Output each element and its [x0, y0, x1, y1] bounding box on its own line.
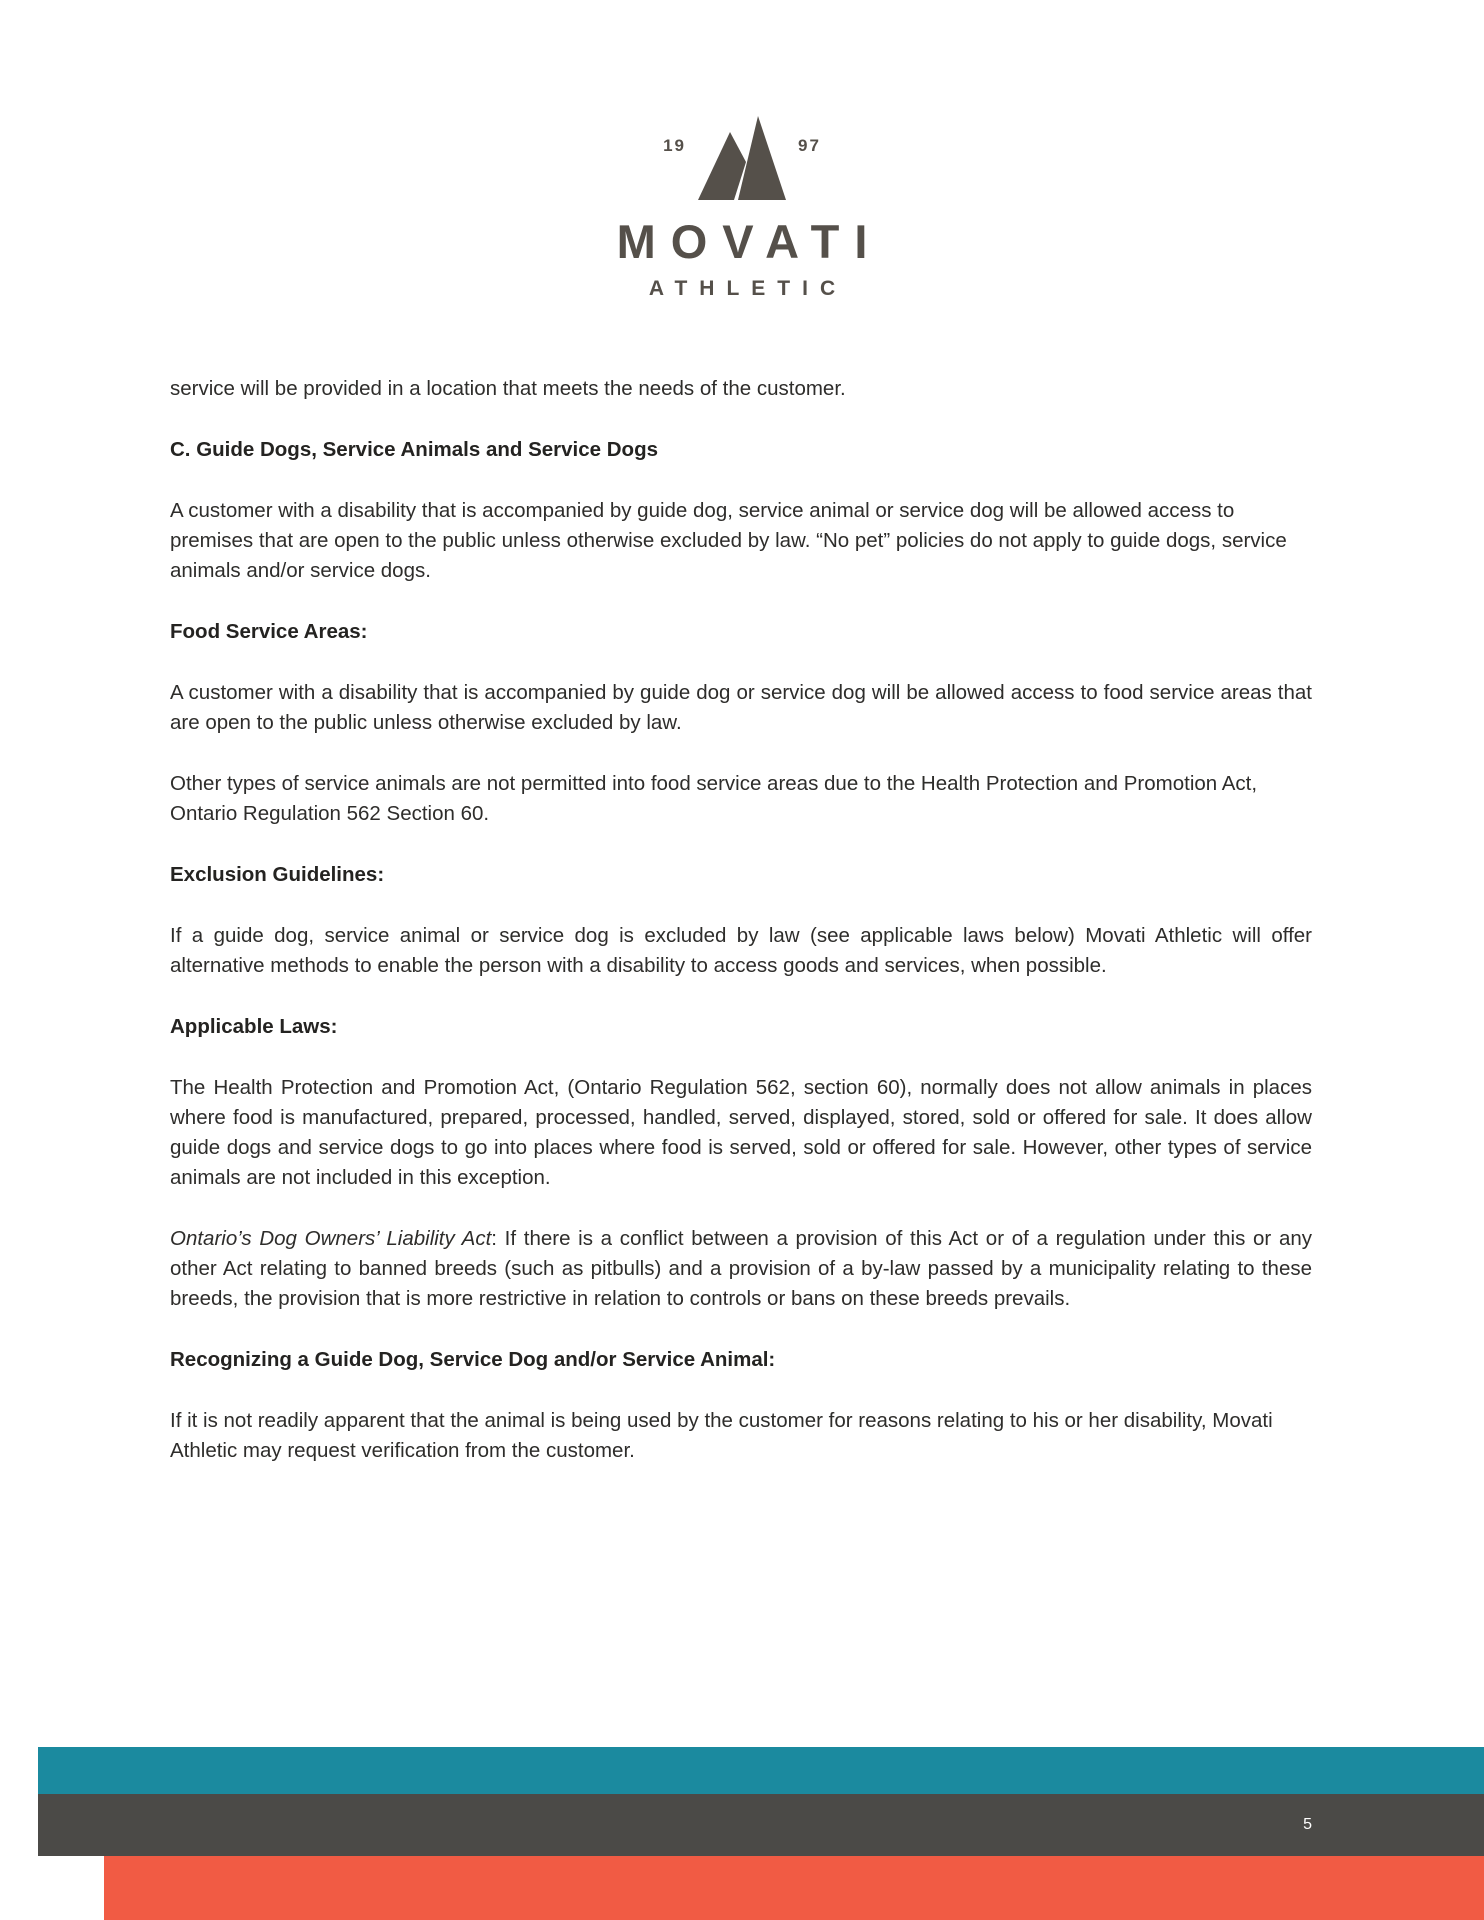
- footer-teal-bar: [38, 1747, 1484, 1794]
- paragraph-liability-act-text: : If there is a conflict between a provision of this Act or of a regulation under this or any other Act relating to banned breeds (such as pitbulls) and a provision of a by-law passed by a municipality relating to these breeds, the provision that is more restrictive in relation to controls or bans on these breeds prevails.: [170, 1227, 1312, 1310]
- logo-year-left: 19: [663, 136, 686, 155]
- paragraph-intro: service will be provided in a location that meets the needs of the customer.: [170, 377, 846, 400]
- logo-mark-row: [0, 116, 1484, 202]
- page-number: 5: [1303, 1816, 1312, 1833]
- heading-applicable-laws: Applicable Laws:: [170, 1015, 338, 1038]
- paragraph-food-service-2: Other types of service animals are not permitted into food service areas due to the Health Protection and Promotion Act, Ontario Regulation 562 Section 60.: [170, 772, 1258, 825]
- document-body: [170, 374, 1312, 1497]
- heading-guide-dogs: C. Guide Dogs, Service Animals and Service Dogs: [170, 438, 658, 461]
- heading-recognizing: Recognizing a Guide Dog, Service Dog and/or Service Animal:: [170, 1348, 776, 1371]
- paragraph-recognizing: If it is not readily apparent that the animal is being used by the customer for reasons relating to his or her disability, Movati Athletic may request verification from the customer.: [170, 1409, 1273, 1462]
- italic-law-title: Ontario’s Dog Owners’ Liability Act: [170, 1227, 492, 1250]
- heading-exclusion-guidelines: Exclusion Guidelines:: [170, 863, 385, 886]
- logo-sub-text: ATHLETIC: [648, 277, 848, 300]
- logo-brand-text: MOVATI: [616, 215, 883, 268]
- paragraph-exclusion-guidelines: If a guide dog, service animal or service dog is excluded by law (see applicable laws below) Movati Athletic will offer alternative methods to enable the person with a disability to access goods and services, when possible.: [170, 924, 1312, 977]
- paragraph-guide-dogs: A customer with a disability that is accompanied by guide dog, service animal or service dog will be allowed access to premises that are open to the public unless otherwise excluded by law. “No pet” policies do not apply to guide dogs, service animals and/or service dogs.: [170, 499, 1287, 582]
- heading-food-service-areas: Food Service Areas:: [170, 620, 368, 643]
- paragraph-food-service-1: A customer with a disability that is accompanied by guide dog or service dog will be allowed access to food service areas that are open to the public unless otherwise excluded by law.: [170, 681, 1312, 734]
- logo-year-right: 97: [798, 136, 821, 155]
- paragraph-liability-act: [170, 1224, 1312, 1314]
- brand-logo: [0, 116, 1484, 301]
- mountain-icon: [694, 116, 790, 202]
- footer-gray-bar: [38, 1794, 1484, 1856]
- paragraph-applicable-laws: The Health Protection and Promotion Act, (Ontario Regulation 562, section 60), normally does not allow animals in places where food is manufactured, prepared, processed, handled, served, displayed, stored, sold or offered for sale. It does allow guide dogs and service dogs to go into places where food is served, sold or offered for sale. However, other types of service animals are not included in this exception.: [170, 1076, 1312, 1189]
- footer-orange-bar: [104, 1856, 1484, 1920]
